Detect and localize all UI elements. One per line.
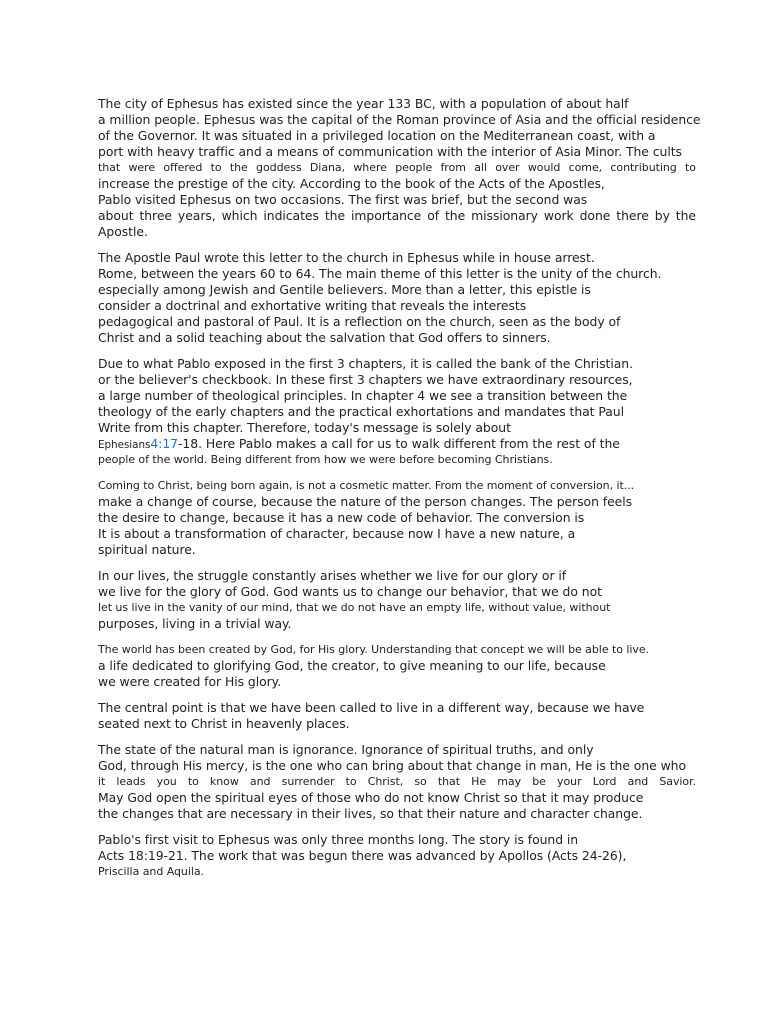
text-line: Write from this chapter. Therefore, today's message is solely about [98, 420, 511, 435]
text-line: it leads you to know and surrender to Christ, so that He may be your Lord and Savior. [98, 775, 696, 788]
text-line: about three years, which indicates the importance of the missionary work done there by the [98, 208, 696, 223]
text-line: increase the prestige of the city. According to the book of the Acts of the Apostles, [98, 176, 605, 191]
text-line: or the believer's checkbook. In these first 3 chapters we have extraordinary resources, [98, 372, 633, 387]
text-line: the changes that are necessary in their lives, so that their nature and character change. [98, 806, 643, 821]
text-line: pedagogical and pastoral of Paul. It is a reflection on the church, seen as the body of [98, 314, 621, 329]
text-line: especially among Jewish and Gentile believers. More than a letter, this epistle is [98, 282, 591, 297]
reference-book: Ephesians [98, 439, 151, 451]
document-body [98, 96, 701, 890]
text-line: Rome, between the years 60 to 64. The main theme of this letter is the unity of the church. [98, 266, 662, 281]
text-line: Pablo's first visit to Ephesus was only three months long. The story is found in [98, 832, 579, 847]
text-line: let us live in the vanity of our mind, that we do not have an empty life, without value, without [98, 601, 611, 614]
text-line: Pablo visited Ephesus on two occasions. The first was brief, but the second was [98, 192, 588, 207]
paragraph-central-point [98, 700, 696, 732]
text-line: It is about a transformation of character, because now I have a new nature, a [98, 526, 576, 541]
text-line: a life dedicated to glorifying God, the creator, to give meaning to our life, because [98, 658, 606, 673]
paragraph-natural-man [98, 742, 696, 822]
text-line: Christ and a solid teaching about the salvation that God offers to sinners. [98, 330, 551, 345]
text-line: consider a doctrinal and exhortative writing that reveals the interests [98, 298, 527, 313]
text-line: purposes, living in a trivial way. [98, 616, 292, 631]
text-line: The Apostle Paul wrote this letter to the church in Ephesus while in house arrest. [98, 250, 595, 265]
paragraph-ephesus-history [98, 96, 701, 240]
text-line: Apostle. [98, 224, 148, 239]
reference-suffix: -18. Here Pablo makes a call for us to walk different from the rest of the [177, 436, 620, 451]
text-line: seated next to Christ in heavenly places. [98, 716, 350, 731]
paragraph-letter-purpose [98, 250, 696, 346]
text-line: make a change of course, because the nature of the person changes. The person feels [98, 494, 633, 509]
text-line: God, through His mercy, is the one who can bring about that change in man, He is the one who [98, 758, 687, 773]
text-line: Due to what Pablo exposed in the first 3 chapters, it is called the bank of the Christian. [98, 356, 633, 371]
text-line: we were created for His glory. [98, 674, 282, 689]
paragraph-creation [98, 642, 696, 690]
text-line: The state of the natural man is ignorance. Ignorance of spiritual truths, and only [98, 742, 594, 757]
text-line: of the Governor. It was situated in a privileged location on the Mediterranean coast, with a [98, 128, 656, 143]
text-line: port with heavy traffic and a means of communication with the interior of Asia Minor. The cults [98, 144, 682, 159]
text-line: May God open the spiritual eyes of those who do not know Christ so that it may produce [98, 790, 644, 805]
text-line: theology of the early chapters and the practical exhortations and mandates that Paul [98, 404, 624, 419]
text-line: people of the world. Being different from how we were before becoming Christians. [98, 453, 553, 466]
paragraph-conversion [98, 478, 696, 558]
text-line: a million people. Ephesus was the capital of the Roman province of Asia and the official residence [98, 112, 701, 127]
text-line: Acts 18:19-21. The work that was begun there was advanced by Apollos (Acts 24-26), [98, 848, 627, 863]
text-line: we live for the glory of God. God wants us to change our behavior, that we do not [98, 584, 602, 599]
text-line: The city of Ephesus has existed since the year 133 BC, with a population of about half [98, 96, 629, 111]
text-line: a large number of theological principles. In chapter 4 we see a transition between the [98, 388, 628, 403]
text-line: The central point is that we have been called to live in a different way, because we have [98, 700, 645, 715]
scripture-reference-line [98, 436, 696, 452]
paragraph-first-visit [98, 832, 696, 880]
text-line: Coming to Christ, being born again, is not a cosmetic matter. From the moment of conversion, it... [98, 479, 635, 492]
text-line: Priscilla and Aquila. [98, 865, 204, 878]
text-line: that were offered to the goddess Diana, where people from all over would come, contributing to [98, 161, 696, 174]
text-line: In our lives, the struggle constantly arises whether we live for our glory or if [98, 568, 567, 583]
text-line: The world has been created by God, for His glory. Understanding that concept we will be able to live. [98, 643, 650, 656]
paragraph-chapters [98, 356, 696, 468]
reference-link[interactable]: 4:17 [150, 436, 178, 451]
text-line: the desire to change, because it has a new code of behavior. The conversion is [98, 510, 585, 525]
text-line: spiritual nature. [98, 542, 196, 557]
paragraph-struggle [98, 568, 696, 632]
